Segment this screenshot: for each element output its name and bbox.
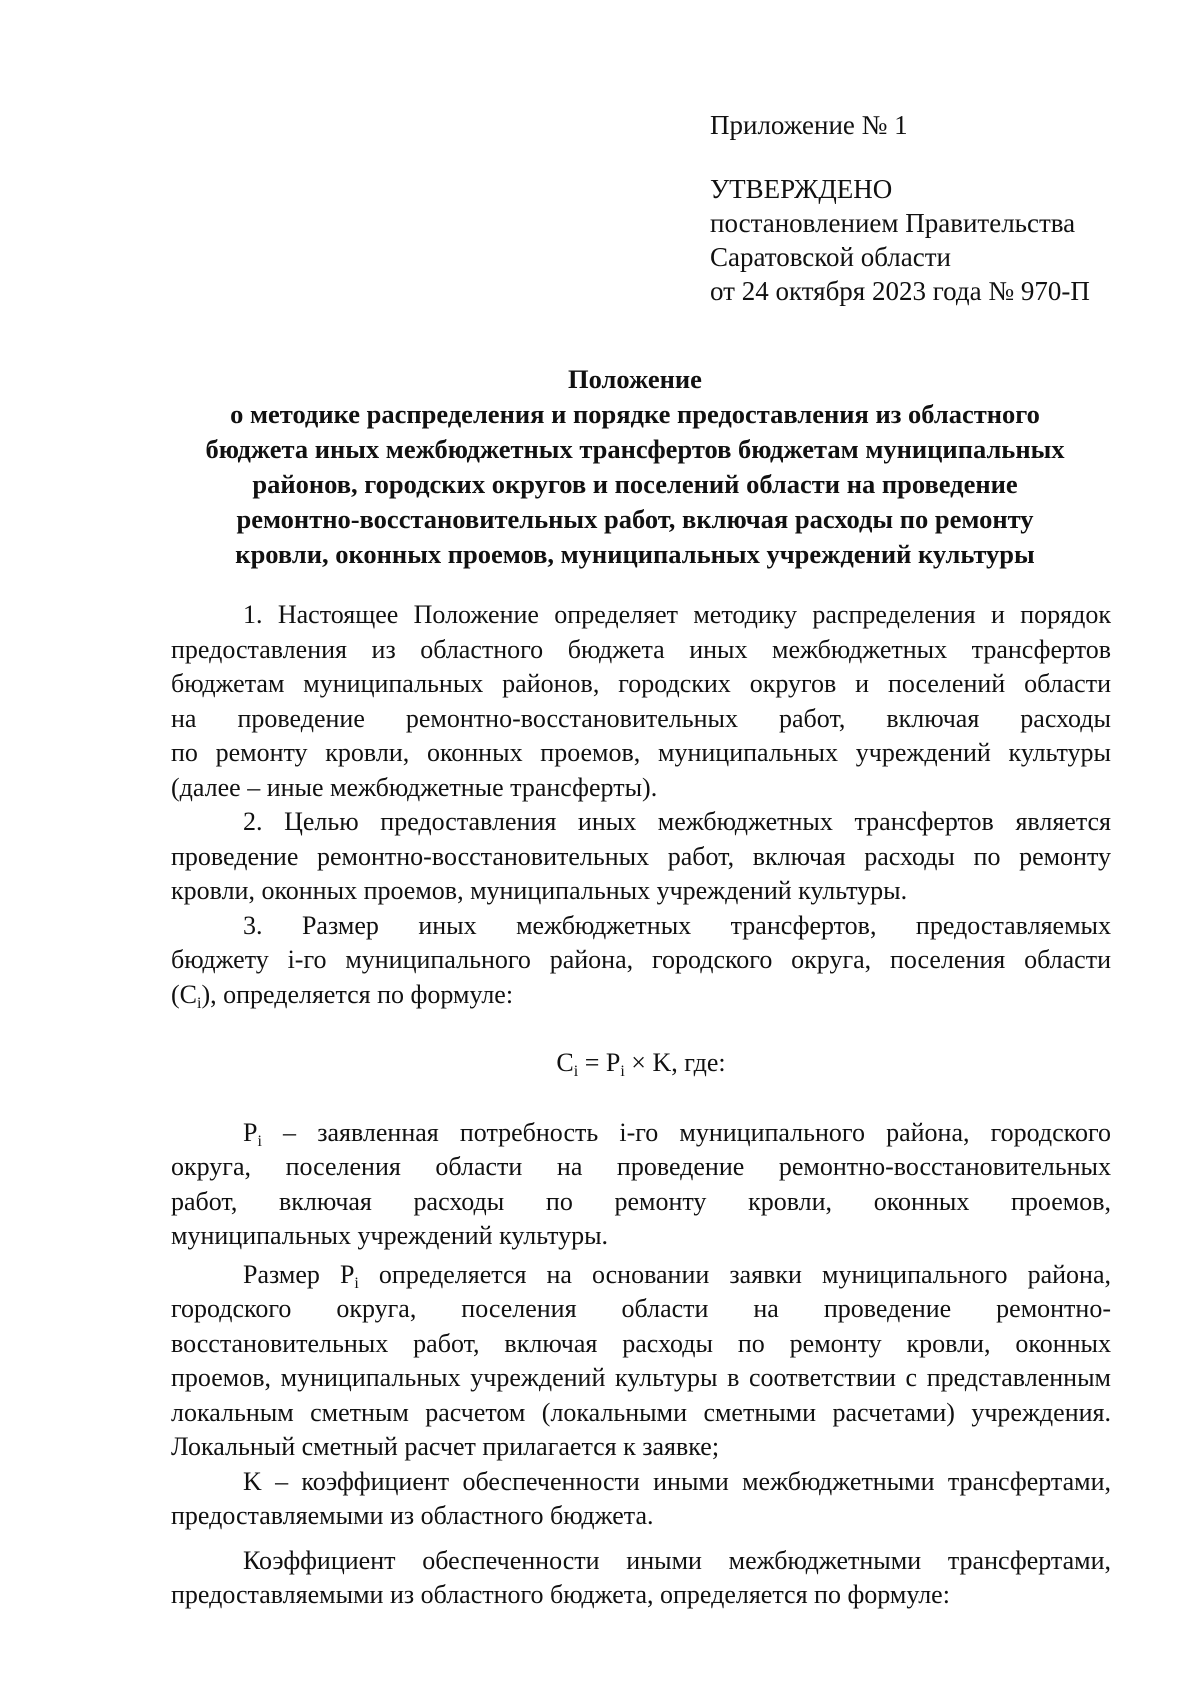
formula-symbol: C: [556, 1048, 574, 1077]
subscript: i: [354, 1274, 359, 1292]
text-line: (далее – иные межбюджетные трансферты).: [171, 772, 658, 802]
paragraph-coefficient: [171, 1544, 1111, 1613]
text-line: предоставления из областного бюджета иных межбюджетных трансфертов: [171, 634, 1111, 664]
text-line: [171, 978, 1111, 1013]
text-line: предоставляемыми из областного бюджета.: [171, 1501, 654, 1530]
document-title: [160, 362, 1110, 572]
subscript: i: [197, 994, 202, 1012]
title-line: ремонтно-восстановительных работ, включая расходы по ремонту: [236, 504, 1034, 534]
text-line: восстановительных работ, включая расходы по ремонту кровли, оконных: [171, 1328, 1111, 1358]
paragraph-3: [171, 909, 1111, 1013]
text-line: 2. Целью предоставления иных межбюджетных трансфертов является: [243, 807, 1111, 836]
approval-block: [710, 108, 1180, 308]
text-line: кровли, оконных проемов, муниципальных учреждений культуры.: [171, 876, 908, 905]
text-line: городского округа, поселения области на проведение ремонтно-: [171, 1294, 1111, 1323]
text-fragment: (C: [171, 979, 197, 1009]
text-line: по ремонту кровли, оконных проемов, муниципальных учреждений культуры: [171, 738, 1111, 767]
text-fragment: – заявленная потребность i-го муниципального района, городского: [261, 1117, 1111, 1147]
text-fragment: определяется на основании заявки муниципального района,: [358, 1259, 1111, 1289]
text-line: K – коэффициент обеспеченности иными межбюджетными трансфертами,: [243, 1466, 1111, 1496]
subscript: i: [573, 1063, 579, 1080]
text-line: работ, включая расходы по ремонту кровли, оконных проемов,: [171, 1186, 1111, 1216]
approval-date-line: от 24 октября 2023 года № 970-П: [710, 276, 1090, 306]
text-line: Локальный сметный расчет прилагается к заявке;: [171, 1432, 720, 1461]
subscript: i: [257, 1132, 262, 1150]
paragraph-1: [171, 598, 1111, 805]
text-fragment: P: [243, 1117, 258, 1147]
text-line: предоставляемыми из областного бюджета, определяется по формуле:: [171, 1580, 950, 1609]
text-line: муниципальных учреждений культуры.: [171, 1221, 609, 1250]
text-line: [171, 1116, 1111, 1151]
approved-label: УТВЕРЖДЕНО: [710, 174, 893, 204]
title-line: Положение: [568, 364, 702, 394]
document-body: [171, 598, 1111, 1613]
formula-symbol: = P: [578, 1048, 621, 1077]
text-line: бюджетам муниципальных районов, городских округов и поселений области: [171, 669, 1111, 698]
text-line: проемов, муниципальных учреждений культуры в соответствии с представленным: [171, 1363, 1111, 1392]
subscript: i: [620, 1063, 625, 1080]
text-line: 1. Настоящее Положение определяет методику распределения и порядок: [243, 600, 1111, 629]
paragraph-definition-p: [171, 1116, 1111, 1254]
text-line: [171, 1258, 1111, 1293]
paragraph-k: [171, 1465, 1111, 1534]
text-line: локальным сметным расчетом (локальными сметными расчетами) учреждения.: [171, 1397, 1111, 1427]
title-line: бюджета иных межбюджетных трансфертов бюджетам муниципальных: [205, 434, 1065, 464]
text-line: проведение ремонтно-восстановительных работ, включая расходы по ремонту: [171, 841, 1111, 871]
title-line: о методике распределения и порядке предоставления из областного: [230, 399, 1040, 429]
formula-main: [171, 1046, 1111, 1081]
title-line: районов, городских округов и поселений области на проведение: [252, 469, 1018, 499]
text-line: на проведение ремонтно-восстановительных работ, включая расходы: [171, 703, 1111, 733]
annex-number: Приложение № 1: [710, 110, 908, 140]
title-line: кровли, оконных проемов, муниципальных учреждений культуры: [235, 539, 1035, 569]
paragraph-size-p: [171, 1258, 1111, 1465]
text-line: 3. Размер иных межбюджетных трансфертов, предоставляемых: [243, 910, 1111, 940]
paragraph-2: [171, 805, 1111, 909]
text-line: Коэффициент обеспеченности иными межбюджетными трансфертами,: [243, 1545, 1111, 1575]
text-line: округа, поселения области на проведение ремонтно-восстановительных: [171, 1152, 1111, 1181]
formula-text: × K, где:: [624, 1048, 726, 1077]
approval-line: Саратовской области: [710, 242, 951, 272]
text-fragment: Размер P: [243, 1259, 355, 1289]
approval-line: постановлением Правительства: [710, 208, 1076, 238]
text-line: бюджету i-го муниципального района, городского округа, поселения области: [171, 945, 1111, 974]
text-fragment: ), определяется по формуле:: [201, 979, 514, 1009]
